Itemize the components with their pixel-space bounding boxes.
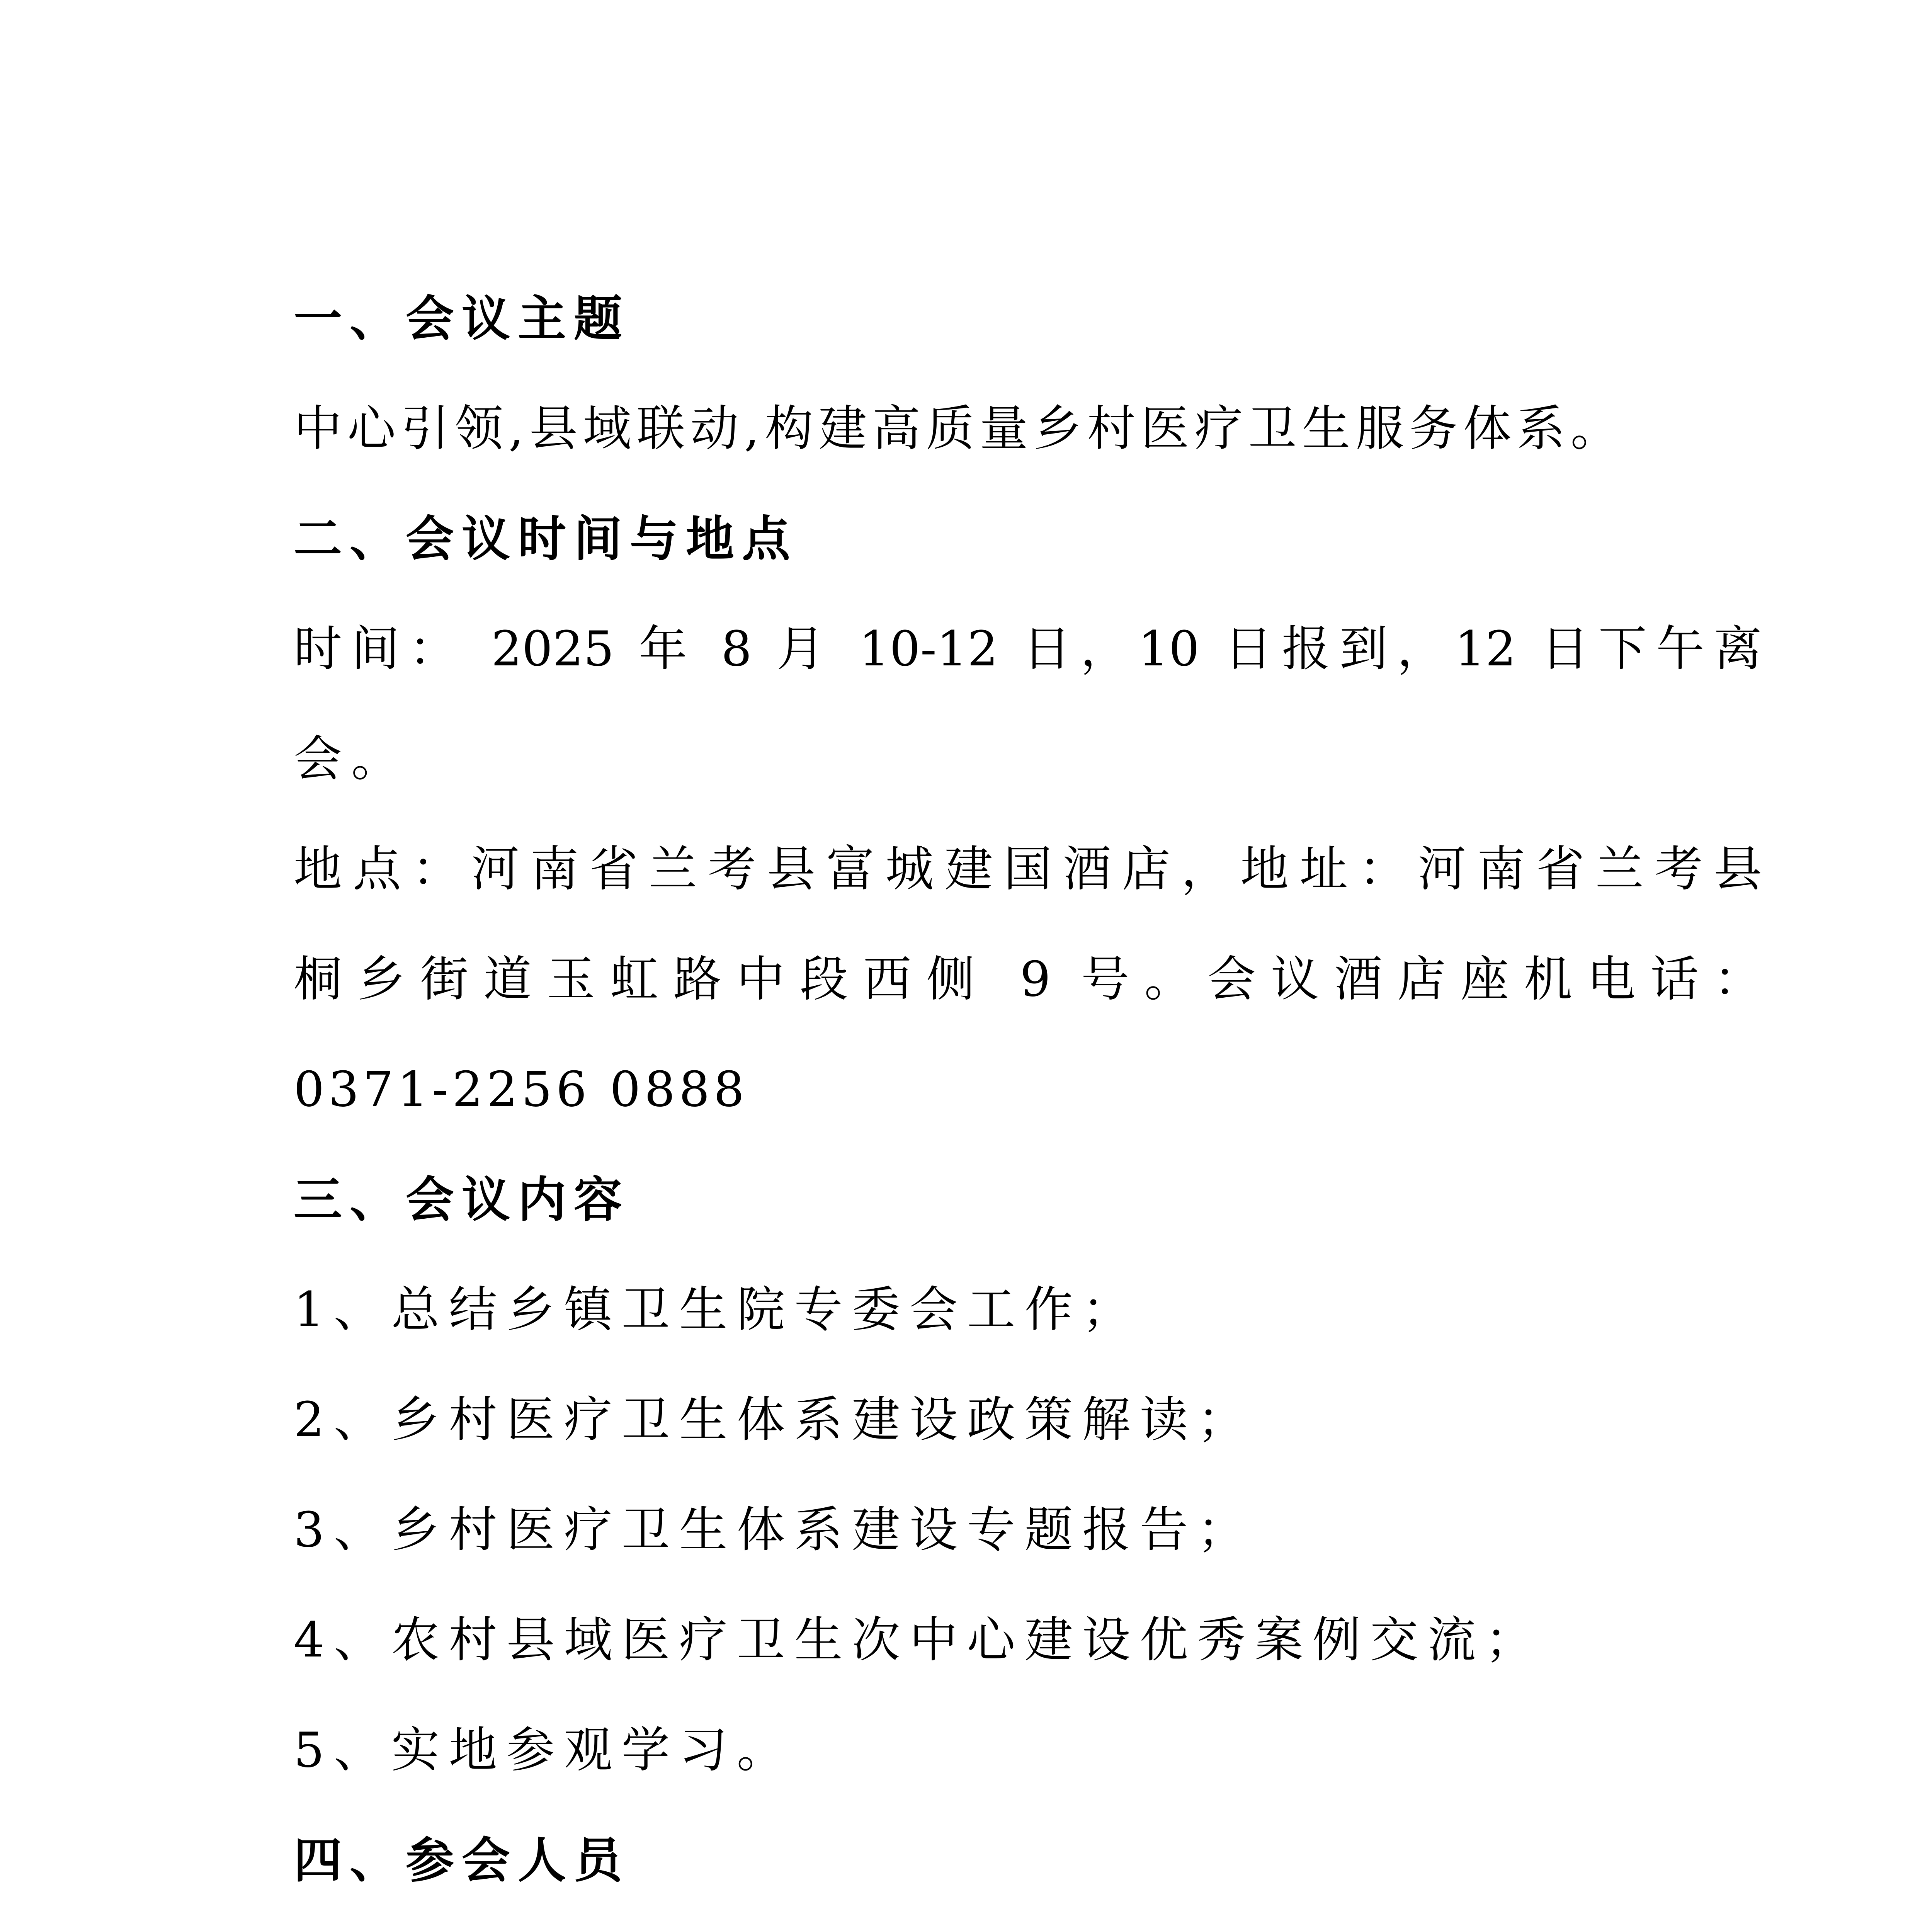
theme-text: 中心引领,县域联动,构建高质量乡村医疗卫生服务体系。	[294, 401, 1624, 457]
content-item: 2、乡村医疗卫生体系建设政策解读；	[294, 1392, 1255, 1448]
content-item: 1、总结乡镇卫生院专委会工作；	[294, 1282, 1140, 1338]
content-item: 3、乡村医疗卫生体系建设专题报告；	[294, 1502, 1255, 1558]
content-item: 4、农村县域医疗卫生次中心建设优秀案例交流；	[294, 1612, 1543, 1668]
time-text-line2: 会。	[294, 731, 409, 787]
section-heading-time-place: 二、会议时间与地点	[294, 511, 798, 567]
place-text-line2: 桐乡街道玉虹路中段西侧 9 号。会议酒店座机电话：	[294, 951, 1762, 1007]
content-item: 5、实地参观学习。	[294, 1722, 794, 1778]
section-heading-content: 三、会议内容	[294, 1172, 630, 1228]
place-phone: 0371-2256 0888	[294, 1061, 748, 1117]
section-heading-attendees: 四、参会人员	[294, 1832, 630, 1889]
section-heading-theme: 一、会议主题	[294, 291, 630, 347]
place-text-line1: 地点：河南省兰考县富城建国酒店，地址：河南省兰考县	[294, 841, 1762, 897]
time-text-line1: 时间： 2025 年 8 月 10-12 日，10 日报到，12 日下午离	[294, 621, 1762, 677]
